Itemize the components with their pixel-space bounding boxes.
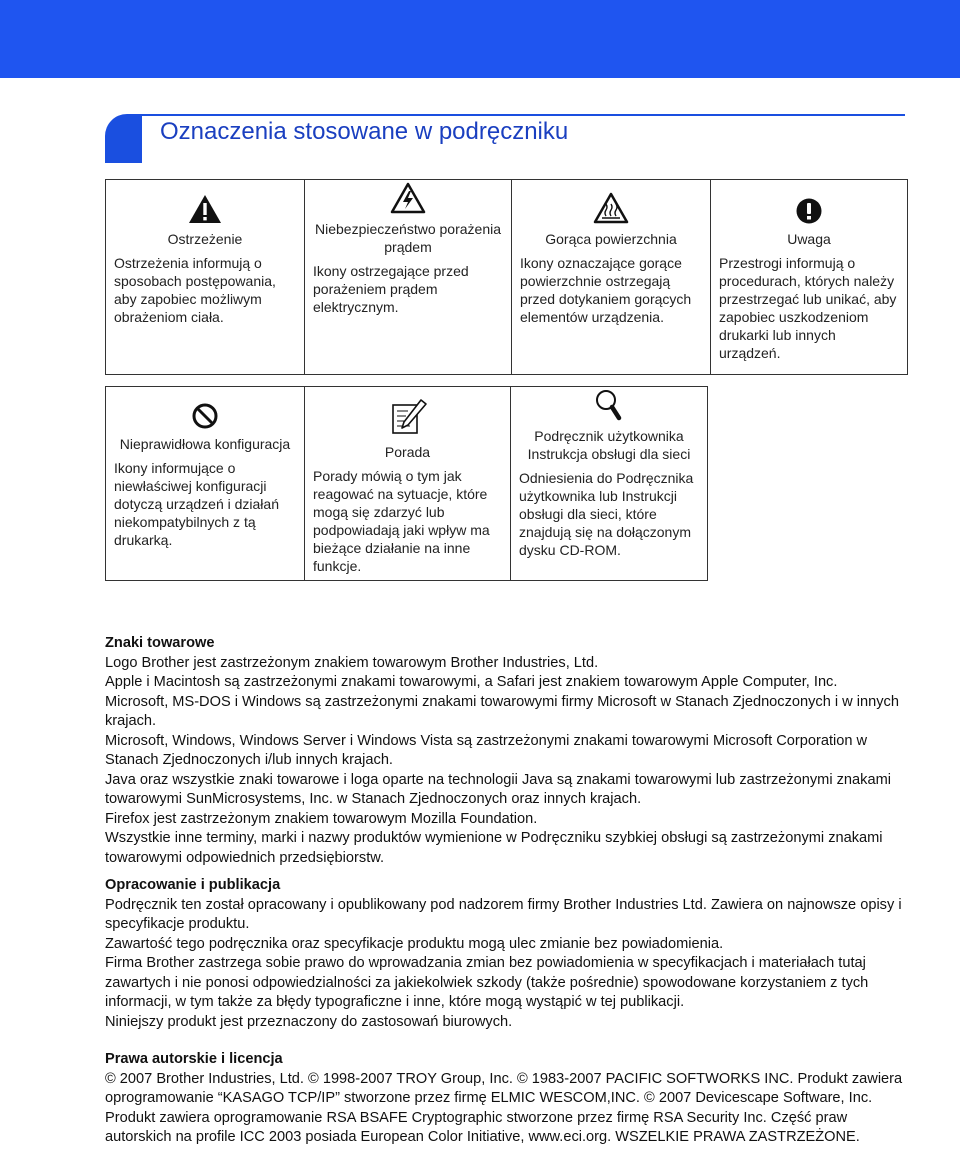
- publication-section: [105, 876, 905, 1032]
- legend-title: Uwaga: [787, 231, 831, 247]
- legend-title: Ostrzeżenie: [167, 231, 243, 247]
- publication-heading: Opracowanie i publikacja: [105, 877, 281, 893]
- legend-cell-warning: [106, 180, 305, 375]
- legend-table-1: [105, 179, 908, 375]
- legend-description: Porady mówią o tym jak reagować na sytuacje, które mogą się zdarzyć lub podpowiadają jaki wpływ ma bieżące działanie na inne funkcje.: [313, 468, 490, 574]
- legend-description: Odniesienia do Podręcznika użytkownika lub Instrukcji obsługi dla sieci, które znajdują się na dołączonym dysku CD-ROM.: [519, 470, 694, 558]
- trademark-paragraph: Java oraz wszystkie znaki towarowe i loga oparte na technologii Java są znakami towarowymi lub zastrzeżonymi znakami towarowymi SunMicrosystems, Inc. w Stanach Zjednoczonych oraz innych krajach.: [105, 771, 891, 807]
- trademark-paragraph: Firefox jest zastrzeżonym znakiem towarowym Mozilla Foundation.: [105, 810, 538, 827]
- legend-title: Porada: [384, 444, 431, 460]
- trademarks-section: [105, 634, 905, 868]
- legend-title: Podręcznik użytkownika Instrukcja obsługi dla sieci: [527, 428, 691, 462]
- magnifier-icon: [594, 389, 624, 421]
- trademark-paragraph: Wszystkie inne terminy, marki i nazwy produktów wymienione w Podręczniku szybkiej obsługi są zastrzeżonymi znakami towarowymi odpowiednich przedsiębiorstw.: [105, 830, 883, 866]
- title-rule: [142, 114, 905, 116]
- publication-paragraph: Podręcznik ten został opracowany i opublikowany pod nadzorem firmy Brother Industries Ltd. Zawiera on najnowsze opisy i specyfikacje produktu.: [105, 896, 902, 932]
- prohibited-icon: [192, 403, 218, 429]
- legend-description: Ikony ostrzegające przed porażeniem prądem elektrycznym.: [313, 263, 469, 315]
- warning-triangle-icon: [188, 194, 222, 224]
- legend-description: Ostrzeżenia informują o sposobach postępowania, aby zapobiec możliwym obrażeniom ciała.: [114, 255, 276, 325]
- publication-paragraph: Zawartość tego podręcznika oraz specyfikacje produktu mogą ulec zmianie bez powiadomienia.: [105, 935, 724, 952]
- copyright-paragraph: © 2007 Brother Industries, Ltd. © 1998-2007 TROY Group, Inc. © 1983-2007 PACIFIC SOFTWORKS INC. Produkt zawiera oprogramowanie “KASAGO TCP/IP” stworzone przez firmę ELMIC WESCOM,INC. © 2007 Devicescape Software, Inc. Produkt zawiera oprogramowanie RSA BSAFE Cryptographic stworzone przez firmę RSA Security Inc. Część praw autorskich na profile ICC 2003 posiada European Color Initiative, www.eci.org. WSZELKIE PRAWA ZASTRZEŻONE.: [105, 1070, 903, 1145]
- note-pencil-icon: [388, 397, 428, 437]
- legend-cell-hot-surface: [512, 180, 711, 375]
- legend-cell-caution: [711, 180, 908, 375]
- caution-exclamation-icon: [796, 198, 822, 224]
- title-marker: [105, 114, 142, 163]
- legend-table-2: [105, 386, 708, 581]
- legend-description: Ikony oznaczające gorące powierzchnie ostrzegają przed dotykaniem gorących elementów urządzenia.: [520, 255, 692, 325]
- page-title: Oznaczenia stosowane w podręczniku: [160, 118, 569, 145]
- legend-cell-electric-shock: [305, 180, 512, 375]
- hot-surface-icon: [593, 192, 629, 224]
- legend-title: Gorąca powierzchnia: [545, 231, 677, 247]
- legend-cell-tip: [305, 387, 511, 581]
- copyright-section: [105, 1050, 905, 1148]
- trademark-paragraph: Microsoft, MS-DOS i Windows są zastrzeżonymi znakami towarowymi firmy Microsoft w Stanach Zjednoczonych i w innych krajach.: [105, 693, 899, 729]
- legend-cell-manual-reference: [511, 387, 708, 581]
- publication-paragraph: Firma Brother zastrzega sobie prawo do wprowadzania zmian bez powiadomienia w specyfikacjach i materiałach tutaj zawartych i nie ponosi odpowiedzialności za jakiekolwiek szkody (także pośrednie) spowodowane korzystaniem z tych informacji, w tym także za błędy typograficzne i inne, które mogą wystąpić w tej publikacji.: [105, 955, 869, 1010]
- copyright-heading: Prawa autorskie i licencja: [105, 1051, 283, 1067]
- header-band: [0, 0, 960, 78]
- legend-description: Przestrogi informują o procedurach, których należy przestrzegać lub unikać, aby zapobiec uszkodzeniom drukarki lub innych urządzeń.: [719, 255, 897, 361]
- publication-paragraph: Niniejszy produkt jest przeznaczony do zastosowań biurowych.: [105, 1013, 513, 1030]
- legend-title: Nieprawidłowa konfiguracja: [119, 436, 291, 452]
- trademarks-heading: Znaki towarowe: [105, 635, 215, 651]
- electric-shock-icon: [390, 182, 426, 214]
- legend-cell-prohibited: [106, 387, 305, 581]
- trademark-paragraph: Logo Brother jest zastrzeżonym znakiem towarowym Brother Industries, Ltd.: [105, 654, 599, 671]
- trademark-paragraph: Apple i Macintosh są zastrzeżonymi znakami towarowymi, a Safari jest znakiem towarowym Apple Computer, Inc.: [105, 674, 838, 690]
- trademark-paragraph: Microsoft, Windows, Windows Server i Windows Vista są zastrzeżonymi znakami towarowymi Microsoft Corporation w Stanach Zjednoczonych i/lub innych krajach.: [105, 732, 868, 768]
- legend-title: Niebezpieczeństwo porażenia prądem: [315, 221, 501, 255]
- legend-description: Ikony informujące o niewłaściwej konfiguracji dotyczą urządzeń i działań niekompatybilnych z tą drukarką.: [114, 460, 279, 548]
